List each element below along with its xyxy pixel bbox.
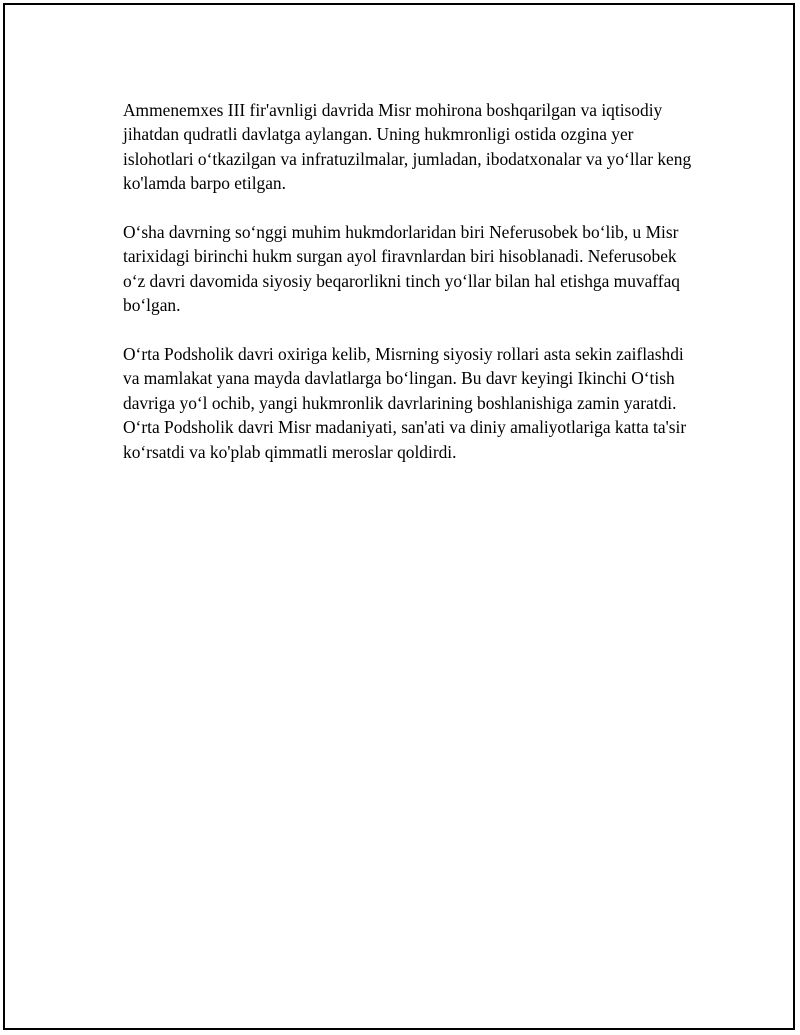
paragraph-2: O‘sha davrning so‘nggi muhim hukmdorlaridan biri Neferusobek bo‘lib, u Misr tarixidagi birinchi hukm surgan ayol firavnlardan biri hisoblanadi. Neferusobek o‘z davri davomida siyosiy beqarorlikni tinch yo‘llar bilan hal etishga muvaffaq bo‘lgan. xyxy=(123,222,680,316)
paragraph-1: Ammenemxes III fir'avnligi davrida Misr mohirona boshqarilgan va iqtisodiy jihatdan qudratli davlatga aylangan. Uning hukmronligi ostida ozgina yer islohotlari o‘tkazilgan va infratuzilmalar, jumladan, ibodatxonalar va yo‘llar keng ko'lamda barpo etilgan. xyxy=(123,100,692,194)
paragraph-3: O‘rta Podsholik davri oxiriga kelib, Misrning siyosiy rollari asta sekin zaiflashdi va mamlakat yana mayda davlatlarga bo‘lingan. Bu davr keyingi Ikinchi O‘tish davriga yo‘l ochib, yangi hukmronlik davrlarining boshlanishiga zamin yaratdi. O‘rta Podsholik davri Misr madaniyati, san'ati va diniy amaliyotlariga katta ta'sir ko‘rsatdi va ko'plab qimmatli meroslar qoldirdi. xyxy=(123,344,687,462)
page-border xyxy=(3,3,795,1030)
document-body xyxy=(123,98,698,488)
